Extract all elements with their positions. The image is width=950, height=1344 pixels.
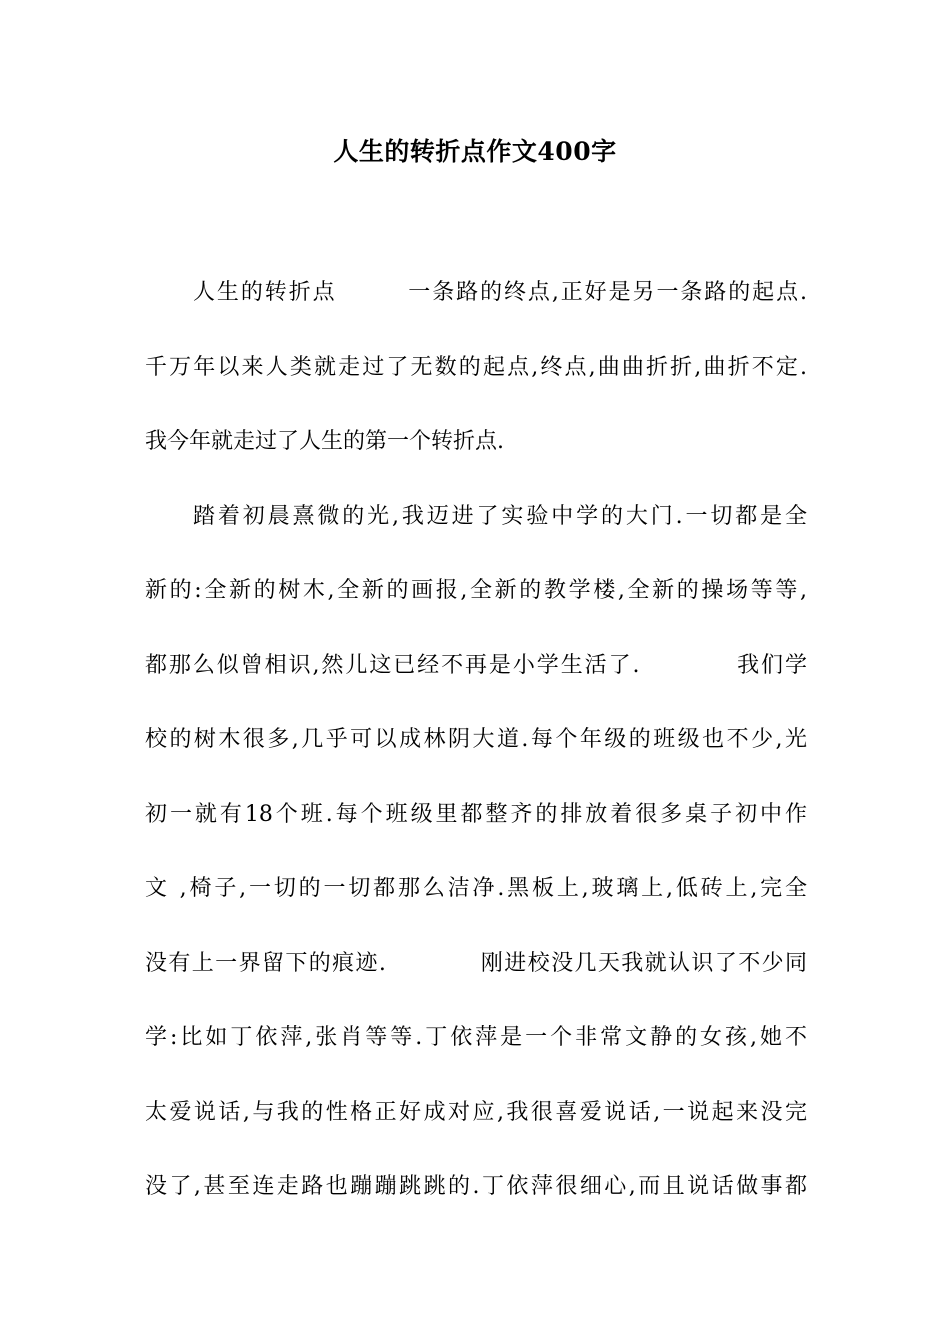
paragraph-line: 人生的转折点 一条路的终点,正好是另一条路的起点. [193, 280, 807, 305]
paragraph-line: 太爱说话,与我的性格正好成对应,我很喜爱说话,一说起来没完 [145, 1099, 807, 1125]
paragraph-line: 文 ,椅子,一切的一切都那么洁净.黑板上,玻璃上,低砖上,完全 [145, 876, 807, 901]
paragraph-line: 学:比如丁依萍,张肖等等.丁依萍是一个非常文静的女孩,她不 [145, 1025, 807, 1050]
paragraph-line: 千万年以来人类就走过了无数的起点,终点,曲曲折折,曲折不定. [145, 354, 807, 380]
paragraph-line: 没了,甚至连走路也蹦蹦跳跳的.丁依萍很细心,而且说话做事都 [145, 1174, 807, 1199]
paragraph-line: 校的树木很多,几乎可以成林阴大道.每个年级的班级也不少,光 [145, 727, 807, 752]
paragraph-line: 初一就有18个班.每个班级里都整齐的排放着很多桌子初中作 [145, 801, 807, 827]
document-title: 人生的转折点作文400字 [333, 137, 617, 166]
paragraph-line: 我今年就走过了人生的第一个转折点. [145, 429, 504, 454]
paragraph-line: 都那么似曾相识,然儿这已经不再是小学生活了. 我们学 [145, 652, 807, 678]
document-body [145, 256, 807, 1225]
paragraph-line: 踏着初晨熹微的光,我迈进了实验中学的大门.一切都是全 [193, 503, 807, 529]
paragraph-line: 没有上一界留下的痕迹. 刚进校没几天我就认识了不少同 [145, 950, 807, 976]
paragraph-line: 新的:全新的树木,全新的画报,全新的教学楼,全新的操场等等, [145, 578, 807, 603]
